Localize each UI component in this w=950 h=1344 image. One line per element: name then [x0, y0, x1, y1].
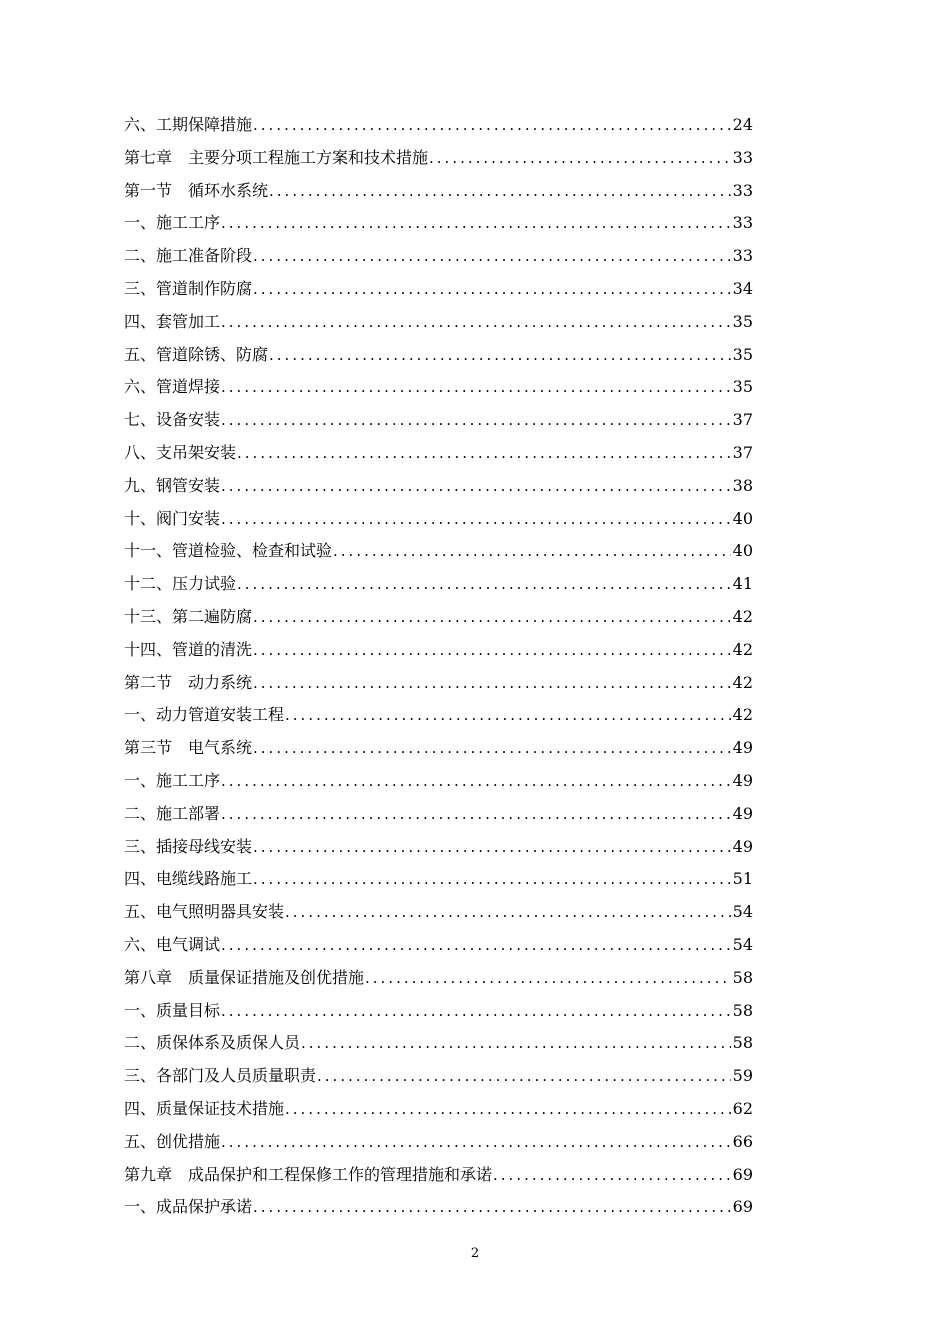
toc-entry-title: 第二节 动力系统: [124, 672, 253, 692]
toc-dot-leader: [221, 470, 731, 503]
toc-dot-leader: [221, 207, 731, 240]
toc-entry-page: 69: [732, 1197, 753, 1217]
toc-entry-title: 十一、管道检验、检查和试验: [124, 541, 333, 561]
toc-dot-leader: [221, 1126, 731, 1159]
toc-entry[interactable]: [124, 306, 753, 339]
toc-dot-leader: [253, 109, 731, 142]
toc-entry[interactable]: [124, 109, 753, 142]
toc-dot-leader: [221, 404, 731, 437]
toc-dot-leader: [253, 732, 731, 765]
toc-entry[interactable]: [124, 503, 753, 536]
toc-dot-leader: [269, 175, 731, 208]
toc-entry[interactable]: [124, 896, 753, 929]
toc-entry-title: 六、电气调试: [124, 934, 221, 954]
toc-entry-page: 54: [732, 902, 753, 922]
toc-entry-page: 33: [732, 180, 753, 200]
toc-entry-title: 一、动力管道安装工程: [124, 705, 285, 725]
toc-dot-leader: [237, 437, 731, 470]
toc-entry-page: 49: [732, 738, 753, 758]
toc-entry[interactable]: [124, 634, 753, 667]
toc-dot-leader: [221, 765, 731, 798]
toc-entry-page: 35: [732, 311, 753, 331]
toc-entry-page: 35: [732, 344, 753, 364]
toc-entry-title: 四、质量保证技术措施: [124, 1098, 285, 1118]
toc-entry-page: 42: [732, 672, 753, 692]
toc-entry-title: 第七章 主要分项工程施工方案和技术措施: [124, 147, 429, 167]
toc-dot-leader: [253, 273, 731, 306]
toc-entry[interactable]: [124, 273, 753, 306]
toc-entry-title: 五、电气照明器具安装: [124, 902, 285, 922]
toc-entry-page: 41: [732, 574, 753, 594]
toc-entry-title: 八、支吊架安装: [124, 442, 237, 462]
toc-entry-page: 42: [732, 606, 753, 626]
toc-entry-title: 一、成品保护承诺: [124, 1197, 253, 1217]
toc-dot-leader: [253, 240, 731, 273]
toc-dot-leader: [301, 1027, 731, 1060]
toc-entry[interactable]: [124, 240, 753, 273]
toc-entry[interactable]: [124, 1126, 753, 1159]
toc-dot-leader: [221, 798, 731, 831]
toc-entry-page: 62: [732, 1098, 753, 1118]
toc-entry-page: 58: [732, 1033, 753, 1053]
toc-entry-title: 二、施工部署: [124, 803, 221, 823]
toc-entry[interactable]: [124, 1093, 753, 1126]
toc-entry-title: 十、阀门安装: [124, 508, 221, 528]
toc-dot-leader: [221, 503, 731, 536]
toc-dot-leader: [253, 634, 731, 667]
toc-dot-leader: [285, 699, 731, 732]
toc-entry-page: 42: [732, 639, 753, 659]
toc-entry[interactable]: [124, 929, 753, 962]
toc-entry-title: 五、创优措施: [124, 1131, 221, 1151]
toc-entry-page: 33: [732, 147, 753, 167]
toc-entry-page: 54: [732, 934, 753, 954]
toc-entry[interactable]: [124, 568, 753, 601]
toc-dot-leader: [221, 371, 731, 404]
toc-entry[interactable]: [124, 175, 753, 208]
toc-dot-leader: [221, 995, 731, 1028]
toc-entry-title: 二、施工准备阶段: [124, 246, 253, 266]
toc-entry-title: 第一节 循环水系统: [124, 180, 269, 200]
toc-entry[interactable]: [124, 798, 753, 831]
toc-dot-leader: [365, 962, 731, 995]
toc-entry-page: 40: [732, 541, 753, 561]
toc-entry-page: 49: [732, 770, 753, 790]
toc-entry-title: 四、电缆线路施工: [124, 869, 253, 889]
toc-entry-page: 34: [732, 278, 753, 298]
toc-entry[interactable]: [124, 1159, 753, 1192]
toc-entry[interactable]: [124, 863, 753, 896]
toc-entry[interactable]: [124, 1060, 753, 1093]
toc-entry-title: 五、管道除锈、防腐: [124, 344, 269, 364]
toc-entry[interactable]: [124, 535, 753, 568]
toc-entry-page: 35: [732, 377, 753, 397]
toc-dot-leader: [237, 568, 731, 601]
toc-entry-title: 三、管道制作防腐: [124, 278, 253, 298]
toc-entry[interactable]: [124, 1027, 753, 1060]
toc-entry-page: 24: [732, 115, 753, 134]
toc-entry-page: 49: [732, 836, 753, 856]
toc-entry-page: 49: [732, 803, 753, 823]
toc-entry-title: 七、设备安装: [124, 410, 221, 430]
toc-entry[interactable]: [124, 699, 753, 732]
toc-entry-title: 九、钢管安装: [124, 475, 221, 495]
toc-entry[interactable]: [124, 995, 753, 1028]
toc-dot-leader: [253, 831, 731, 864]
toc-entry[interactable]: [124, 404, 753, 437]
toc-dot-leader: [253, 601, 731, 634]
toc-dot-leader: [253, 667, 731, 700]
toc-entry-title: 三、各部门及人员质量职责: [124, 1066, 317, 1086]
toc-dot-leader: [253, 1191, 731, 1224]
toc-dot-leader: [429, 142, 731, 175]
toc-entry[interactable]: [124, 732, 753, 765]
toc-entry-title: 一、施工工序: [124, 770, 221, 790]
toc-entry[interactable]: [124, 765, 753, 798]
toc-entry-page: 40: [732, 508, 753, 528]
page-number: 2: [470, 1246, 480, 1261]
toc-entry[interactable]: [124, 339, 753, 372]
toc-entry[interactable]: [124, 470, 753, 503]
toc-entry-page: 42: [732, 705, 753, 725]
toc-entry-title: 四、套管加工: [124, 311, 221, 331]
toc-entry-page: 33: [732, 246, 753, 266]
toc-dot-leader: [269, 339, 731, 372]
toc-entry[interactable]: [124, 142, 753, 175]
toc-dot-leader: [221, 306, 731, 339]
toc-dot-leader: [221, 929, 731, 962]
toc-entry-page: 59: [732, 1066, 753, 1086]
toc-entry-title: 第八章 质量保证措施及创优措施: [124, 967, 365, 987]
toc-entry-page: 33: [732, 213, 753, 233]
toc-entry[interactable]: [124, 437, 753, 470]
toc-entry[interactable]: [124, 371, 753, 404]
toc-entry-title: 十二、压力试验: [124, 574, 237, 594]
toc-dot-leader: [285, 1093, 731, 1126]
toc-entry-title: 六、工期保障措施: [124, 115, 253, 134]
toc-dot-leader: [317, 1060, 731, 1093]
toc-entry-page: 37: [732, 442, 753, 462]
toc-entry-title: 二、质保体系及质保人员: [124, 1033, 301, 1053]
toc-entry-title: 十四、管道的清洗: [124, 639, 253, 659]
toc-entry-title: 第三节 电气系统: [124, 738, 253, 758]
toc-entry-page: 37: [732, 410, 753, 430]
toc-entry-page: 38: [732, 475, 753, 495]
toc-entry-title: 十三、第二遍防腐: [124, 606, 253, 626]
toc-entry[interactable]: [124, 207, 753, 240]
toc-entry-page: 51: [732, 869, 753, 889]
toc-entry[interactable]: [124, 831, 753, 864]
toc-entry-page: 66: [732, 1131, 753, 1151]
toc-entry-page: 69: [732, 1164, 753, 1184]
toc-dot-leader: [285, 896, 731, 929]
toc-dot-leader: [253, 863, 731, 896]
toc-entry-page: 58: [732, 1000, 753, 1020]
toc-entry-page: 58: [732, 967, 753, 987]
toc-entry[interactable]: [124, 601, 753, 634]
toc-entry-title: 一、质量目标: [124, 1000, 221, 1020]
toc-entry[interactable]: [124, 667, 753, 700]
toc-entry-title: 一、施工工序: [124, 213, 221, 233]
toc-entry-title: 第九章 成品保护和工程保修工作的管理措施和承诺: [124, 1164, 493, 1184]
toc-dot-leader: [493, 1159, 731, 1192]
toc-entry-title: 六、管道焊接: [124, 377, 221, 397]
toc-entry-title: 三、插接母线安装: [124, 836, 253, 856]
toc-entry[interactable]: [124, 962, 753, 995]
table-of-contents: [124, 109, 753, 1224]
toc-entry[interactable]: [124, 1191, 753, 1224]
toc-dot-leader: [333, 535, 731, 568]
